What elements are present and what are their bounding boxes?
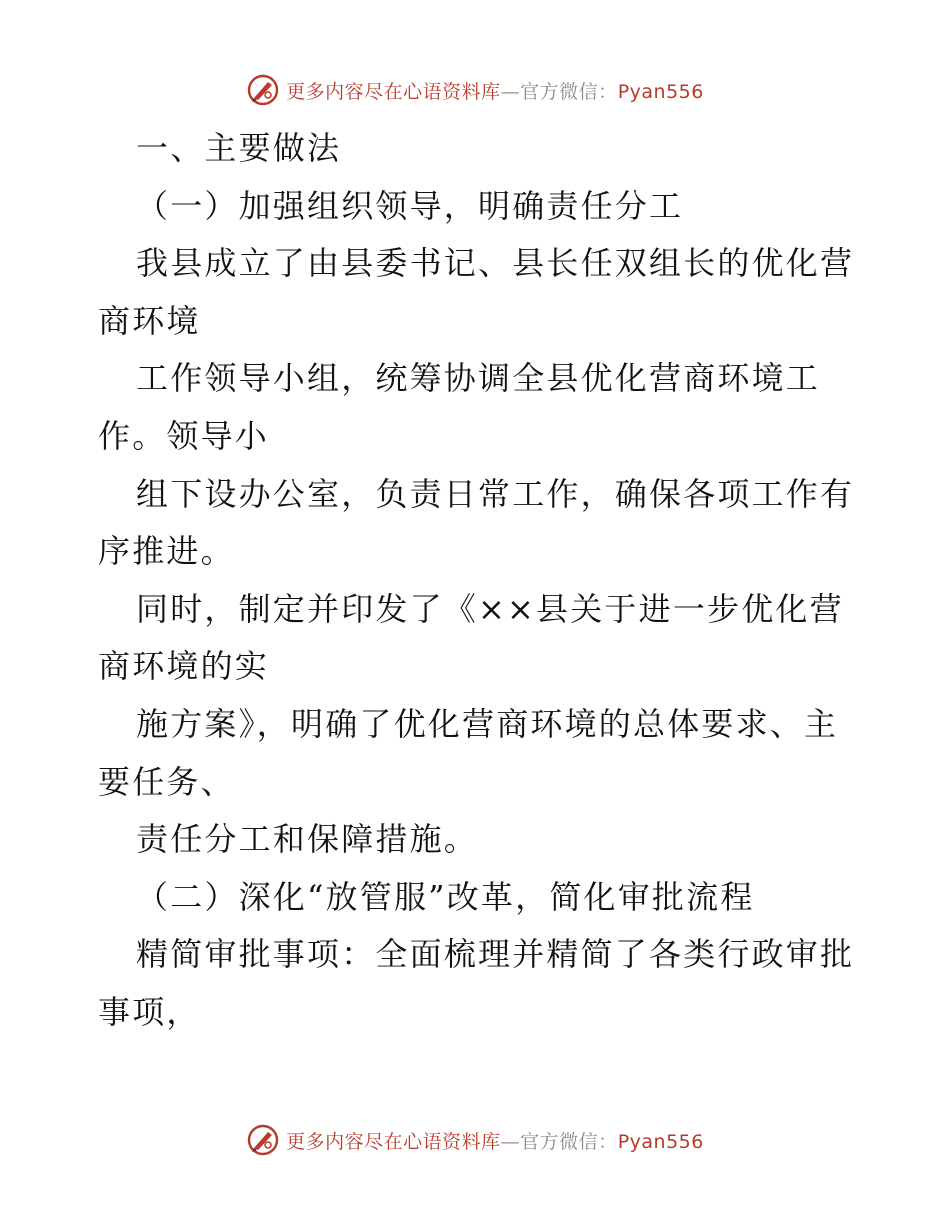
banner-wechat-label: 官方微信： xyxy=(520,80,618,103)
banner-site-text: 更多内容尽在心语资料库 xyxy=(286,1130,501,1153)
paragraph-line: 工作领导小组，统筹协调全县优化营商环境工 xyxy=(136,359,821,398)
paragraph-line: 商环境 xyxy=(98,301,201,340)
paragraph-line: 事项， xyxy=(98,992,201,1031)
banner-site-text: 更多内容尽在心语资料库 xyxy=(286,80,501,103)
document-body xyxy=(98,120,858,1042)
paragraph-line: 序推进。 xyxy=(98,532,235,571)
section-heading: 一、主要做法 xyxy=(136,129,342,167)
pen-logo-icon xyxy=(246,1123,280,1157)
banner-separator: — xyxy=(500,80,521,103)
banner-separator: — xyxy=(500,1130,521,1153)
paragraph-line: 同时，制定并印发了《××县关于进一步优化营 xyxy=(136,589,844,628)
paragraph-line: 作。领导小 xyxy=(98,416,270,455)
banner-wechat-label: 官方微信： xyxy=(520,1130,618,1153)
pen-logo-icon xyxy=(246,73,280,107)
paragraph-line: 精简审批事项：全面梳理并精简了各类行政审批 xyxy=(136,935,855,974)
banner-wechat-id: Pyan556 xyxy=(617,80,704,103)
paragraph-line: 要任务、 xyxy=(98,762,235,801)
subsection-heading-2: （二）深化“放管服”改革，简化审批流程 xyxy=(136,877,755,916)
banner-wechat-id: Pyan556 xyxy=(617,1130,704,1153)
paragraph-line: 组下设办公室，负责日常工作，确保各项工作有 xyxy=(136,474,855,513)
footer-watermark-banner xyxy=(0,1118,950,1162)
paragraph-line: 施方案》，明确了优化营商环境的总体要求、主 xyxy=(136,704,839,743)
paragraph-line: 责任分工和保障措施。 xyxy=(136,820,479,859)
subsection-heading-1: （一）加强组织领导，明确责任分工 xyxy=(136,186,684,225)
paragraph-line: 我县成立了由县委书记、县长任双组长的优化营 xyxy=(136,244,855,283)
paragraph-line: 商环境的实 xyxy=(98,647,270,686)
header-watermark-banner xyxy=(0,68,950,112)
